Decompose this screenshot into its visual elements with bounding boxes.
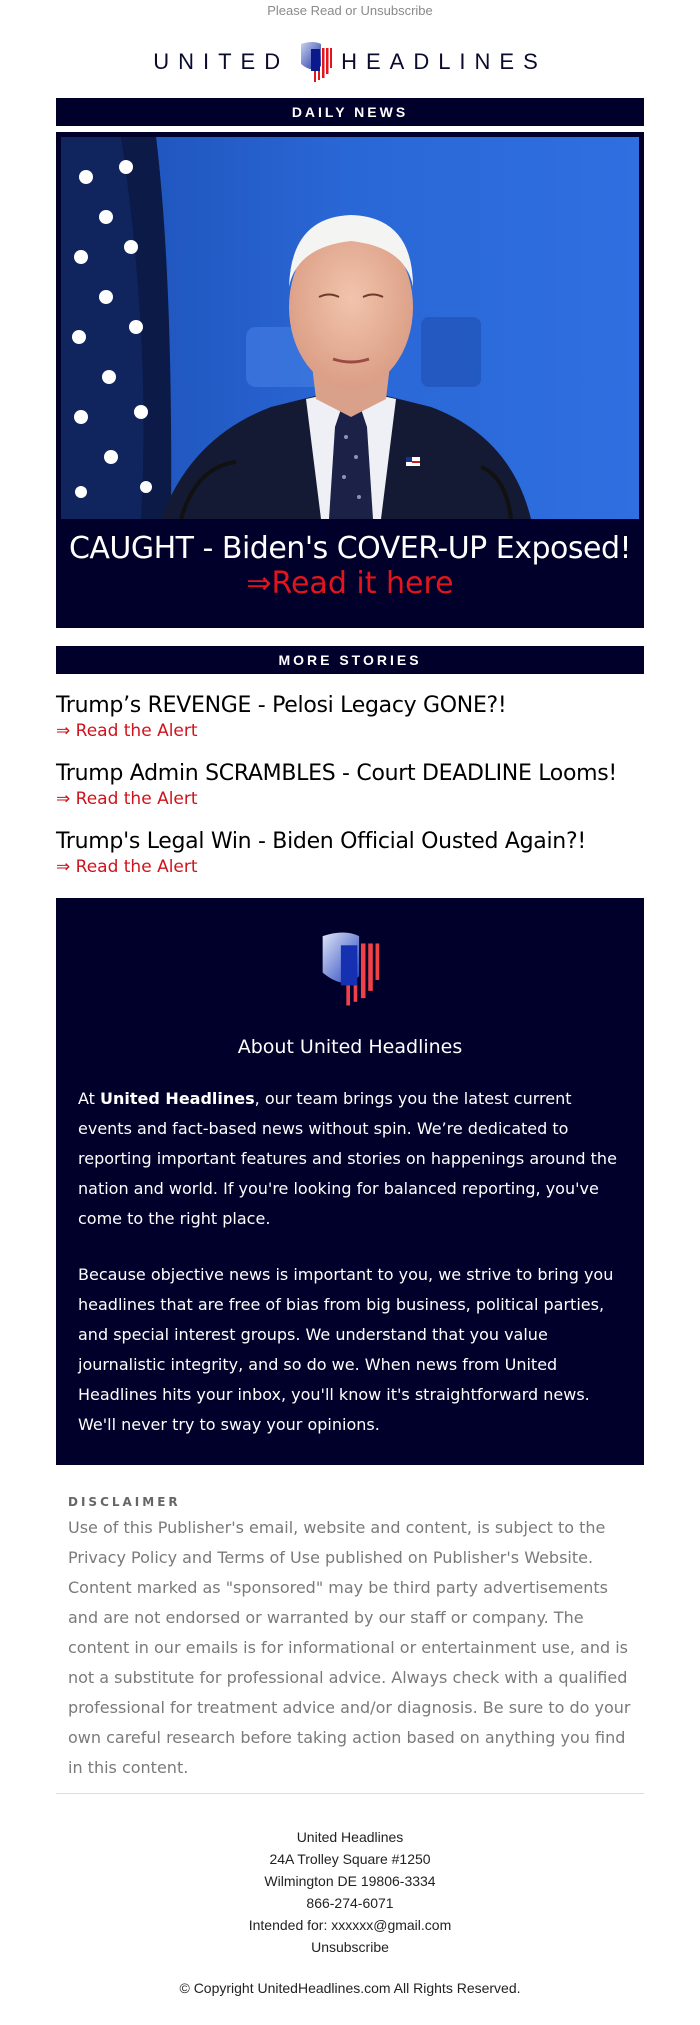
story-read-alert-link[interactable]: ⇒ Read the Alert	[56, 721, 198, 741]
about-title: About United Headlines	[237, 1036, 463, 1058]
footer-phone: 866-274-6071	[306, 1895, 394, 1911]
hero-read-link[interactable]: ⇒Read it here	[246, 566, 454, 601]
story-title[interactable]: Trump's Legal Win - Biden Official Ousted Again?!	[56, 829, 586, 854]
footer-address-line-2: Wilmington DE 19806-3334	[264, 1873, 436, 1889]
footer-intended-for: Intended for: xxxxxx@gmail.com	[248, 1917, 452, 1933]
shield-logo-icon	[319, 928, 381, 1010]
hero-headline[interactable]: CAUGHT - Biden's COVER-UP Exposed!	[68, 531, 632, 566]
hero-card[interactable]	[56, 132, 644, 628]
preheader-separator: or	[341, 3, 361, 18]
about-paragraph-2: Because objective news is important to you, we strive to bring you headlines that are free of bias from big business, political parties, and special interest groups. We understand that you value journalistic integrity, and so do we. When news from United Headlines hits your inbox, you'll know it's straightforward news. We'll never try to sway your opinions.	[78, 1265, 614, 1434]
about-section	[56, 898, 644, 1465]
disclaimer-text: Use of this Publisher's email, website and content, is subject to the Privacy Policy and Terms of Use published on Publisher's Website. Content marked as "sponsored" may be third party advertisements and are not endorsed or warranted by our staff or company. The content in our emails is for informational or entertainment use, and is not a substitute for professional advice. Always check with a qualified professional for treatment advice and/or diagnosis. Be sure to do your own careful research before taking action based on anything you find in this content.	[68, 1518, 631, 1777]
footer	[0, 1826, 700, 1958]
shield-logo-icon	[299, 40, 333, 84]
story-read-alert-link[interactable]: ⇒ Read the Alert	[56, 857, 198, 877]
brand-logo[interactable]	[0, 40, 700, 84]
footer-address-line-1: 24A Trolley Square #1250	[269, 1851, 431, 1867]
preheader-unsubscribe-link[interactable]: Unsubscribe	[360, 3, 433, 18]
hero-photo[interactable]	[61, 137, 639, 519]
footer-company: United Headlines	[296, 1829, 404, 1845]
about-p1-text: , our team brings you the latest current events and fact-based news without spin. We’re dedicated to reporting important features and stories on happenings around the nation and world. If you're looking for balanced reporting, you've come to the right place.	[78, 1089, 617, 1228]
about-p1-brand: United Headlines	[100, 1089, 255, 1108]
story-item	[56, 760, 644, 810]
about-paragraph-1	[78, 1084, 622, 1234]
story-item	[56, 692, 644, 742]
more-stories-banner: MORE STORIES	[56, 646, 644, 674]
story-title[interactable]: Trump Admin SCRAMBLES - Court DEADLINE Looms!	[56, 761, 617, 786]
about-logo	[56, 928, 644, 1010]
footer-divider	[56, 1793, 644, 1794]
disclaimer-section	[56, 1495, 644, 1783]
preheader	[0, 0, 700, 20]
footer-unsubscribe-link[interactable]: Unsubscribe	[311, 1939, 389, 1955]
daily-news-banner: DAILY NEWS	[56, 98, 644, 126]
story-read-alert-link[interactable]: ⇒ Read the Alert	[56, 789, 198, 809]
story-title[interactable]: Trump’s REVENGE - Pelosi Legacy GONE?!	[56, 693, 507, 718]
copyright: © Copyright UnitedHeadlines.com All Rights Reserved.	[179, 1980, 521, 1996]
disclaimer-label: DISCLAIMER	[68, 1495, 181, 1509]
logo-word-headlines: HEADLINES	[341, 49, 547, 74]
please-read-link[interactable]: Please Read	[267, 3, 342, 18]
story-item	[56, 828, 644, 878]
about-p1-prefix: At	[78, 1089, 101, 1108]
logo-word-united: UNITED	[153, 49, 290, 74]
